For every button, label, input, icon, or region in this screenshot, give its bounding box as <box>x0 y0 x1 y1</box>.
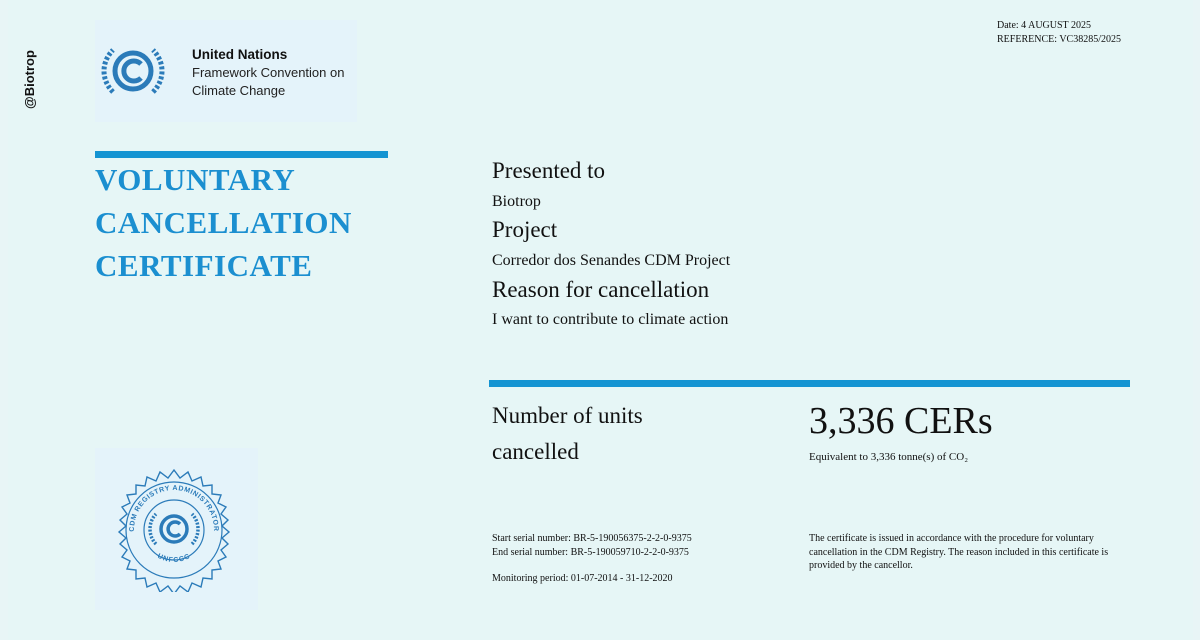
org-line-3: Climate Change <box>192 83 286 98</box>
certificate-reference: REFERENCE: VC38285/2025 <box>997 34 1121 45</box>
org-line-1: United Nations <box>192 47 288 62</box>
certificate-title <box>95 158 352 287</box>
svg-text:UNFCCC <box>156 553 192 564</box>
units-label-line-1: Number of units <box>492 403 643 428</box>
units-label <box>492 398 692 470</box>
un-org-name <box>192 46 344 100</box>
monitoring-period: Monitoring period: 01-07-2014 - 31-12-2020 <box>492 573 673 584</box>
presented-to-value: Biotrop <box>492 193 541 210</box>
title-line-2: CANCELLATION <box>95 205 352 240</box>
section-divider <box>489 380 1130 387</box>
reason-value: I want to contribute to climate action <box>492 311 729 328</box>
registry-seal <box>95 448 258 610</box>
serial-numbers <box>492 532 692 560</box>
date-reference <box>997 19 1121 47</box>
title-accent-bar <box>95 151 388 158</box>
units-label-line-2: cancelled <box>492 439 579 464</box>
seal-bottom-text: UNFCCC <box>156 552 192 565</box>
certificate-page <box>8 0 1193 640</box>
project-value: Corredor dos Senandes CDM Project <box>492 252 731 269</box>
presented-to-label: Presented to <box>492 158 606 183</box>
certificate-date: Date: 4 AUGUST 2025 <box>997 20 1091 31</box>
svg-text:CDM REGISTRY ADMINISTRATOR <box>129 485 219 532</box>
units-value: 3,336 CERs <box>809 400 993 442</box>
watermark <box>22 44 52 124</box>
start-serial: Start serial number: BR-5-190056375-2-2-0-9375 <box>492 533 692 544</box>
un-emblem-icon <box>99 40 167 104</box>
seal-top-text: CDM REGISTRY ADMINISTRATOR <box>128 484 220 532</box>
reason-label: Reason for cancellation <box>492 277 710 302</box>
title-line-3: CERTIFICATE <box>95 248 313 283</box>
registry-seal-icon <box>112 468 236 592</box>
org-line-2: Framework Convention on <box>192 65 345 80</box>
title-line-1: VOLUNTARY <box>95 162 296 197</box>
unfccc-logo <box>95 20 357 122</box>
watermark-text: @Biotrop <box>21 50 37 109</box>
units-equivalent: Equivalent to 3,336 tonne(s) of CO₂ <box>809 451 969 463</box>
project-label: Project <box>492 217 558 242</box>
issuance-notice: The certificate is issued in accordance with the procedure for voluntary cancellation in the CDM Registry. The reason included in this certificate is provided by the cancellor. <box>809 533 1109 571</box>
end-serial: End serial number: BR-5-190059710-2-2-0-9375 <box>492 547 689 558</box>
